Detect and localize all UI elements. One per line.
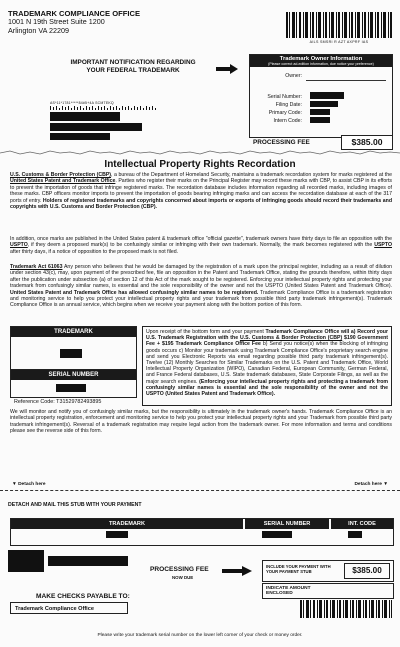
trademark-label: TRADEMARK — [11, 327, 136, 337]
trademark-act-link[interactable]: Trademark Act 61063 — [10, 264, 63, 270]
redacted-serial-number — [56, 384, 86, 392]
detach-here-left: ▼ Detach here — [12, 482, 46, 487]
primary-code-label: Primary Code: — [268, 110, 302, 116]
stub-header-serial: SERIAL NUMBER — [245, 519, 329, 529]
owner-info-box — [249, 54, 393, 138]
serial-number-header: SERIAL NUMBER — [11, 370, 136, 380]
uspto-link-2[interactable]: USPTO — [10, 242, 28, 249]
redacted-filing-date — [310, 101, 338, 107]
notification-line1: IMPORTANT NOTIFICATION REGARDING — [70, 59, 196, 66]
redacted-trademark — [60, 349, 82, 358]
processing-fee-amount: $385.00 — [341, 135, 393, 150]
barcode-top — [286, 12, 392, 38]
barcode-bottom — [300, 600, 392, 618]
redacted-address-city — [50, 133, 110, 140]
serial-number-label: Serial Number: — [267, 94, 302, 100]
address-code: AS*11*1781*****84#5+4A SCMTEKQ — [50, 101, 114, 105]
redacted-stub-serial — [262, 531, 292, 538]
payment-amount: $385.00 — [344, 563, 390, 579]
checks-payable-label: MAKE CHECKS PAYABLE TO: — [36, 593, 130, 600]
owner-info-title: Trademark Owner Information — [279, 56, 363, 62]
perforation-line — [0, 490, 400, 491]
notification-heading — [60, 59, 206, 75]
payment-instructions: INCLUDE YOUR PAYMENT WITH YOUR PAYMENT STUB — [266, 564, 331, 574]
stub-header-trademark: TRADEMARK — [11, 519, 243, 529]
paragraph-cbp: U.S. Customs & Border Protection (CBP), a bureau of the Department of Homeland Security, maintains a trademark recordation system for marks registered at the United States Patent and Trademark Office. Parties who register their marks on the Principal Register may record these marks with CBP, to assist CBP in its efforts to prevent the importation of goods that infringe registered marks. The recordation database includes information regarding all recorded marks, including images of these marks. CBP officers monitor imports to prevent the importation of goods bearing infringing marks and can access the recordation database at each of the 317 ports of entry. Holders of registered trademarks and copyrights concerned about imports or exports of infringing goods should record their trademarks and copyrights with U.S. Customs and Border Protection (CBP). — [10, 172, 392, 211]
intern-code-label: Intern Code: — [273, 118, 302, 124]
cbp-link[interactable]: U.S. Customs & Border Protection (CBP) — [10, 172, 112, 178]
redacted-address-street — [50, 123, 142, 131]
redacted-intern-code — [310, 117, 330, 123]
paragraph-opposition: In addition, once marks are published in the United States patent & trademark office "official gazette", trademark owners have thirty days to file an opposition with the USPTO, if they deem a proposed mark(s) to be confusingly similar or infringing with their own trademark. Normally, the mark becomes registered with the USPTO after thirty days, if a notice of opposition to the proposed mark is not filed. — [10, 236, 392, 255]
owner-info-subtitle: (Please correct ad-edition information, due notice your preference) — [268, 62, 374, 66]
enclosed-label-2: ENCLOSED — [266, 591, 293, 597]
service-info-box: Upon receipt of the bottom form and your payment Trademark Compliance Office will a) Record your U.S. Trademark Registration with the U.S. Customs & Border Protection (CBP) $190 Government Fee + $195 Trademark Compliance Office Fee b) Send you notice(s) when the blocking of infringing goods occurs c) Monitor your trademark using Trademark Compliance Office's proprietary search engine and send you Electronic Reports via email regarding possible third party trademark infringement(s). Twelve (12) Monthly Searches for Similar Trademarks on the U.S. Patent and Trademark Office, World Intellectual Property Organization (WIPO), Canadian Federal, European Community, German Federal, and France Federal databases, U.S. State trademark databases, State Corporate Filings, as well as the major search engines. (Enforcing your intellectual property rights and protecting a trademark from confusingly similar names is essential and the sole responsibility of the owner and not the USPTO (United States Patent and Trademark Office). — [142, 326, 392, 406]
redacted-primary-code — [310, 109, 330, 115]
processing-fee-label: PROCESSING FEE — [253, 139, 310, 146]
paragraph-monitor: We will monitor and notify you of confusingly similar marks, but the responsibility is ultimately in the trademark owner's hands. Trademark Compliance Office is an intellectual property registration, enforcement and monitoring service to help you protect your intellectual property rights and your Trademark from possible third party trademark infringement(s). Reversal of a trademark registration may require legal action from the trademark owner. For more information and terms and conditions please see the reverse side of this form. — [10, 409, 392, 435]
arrow-right-icon — [216, 64, 238, 74]
redacted-recipient-logo — [8, 550, 44, 572]
uspto-link-3[interactable]: USPTO — [374, 242, 392, 249]
stub-table — [10, 518, 394, 546]
paragraph-trademark-act: Trademark Act 61063 Any person who believes that he would be damaged by the registration of a mark upon the principal register, including as a result of dilution under section 43(c), may, upon payment of the prescribed fee, file an opposition in the Patent and Trademark Office, stating the grounds therefore, within thirty days after the publication under subsection (a) of section 12 of this Act of the mark sought to be registered. Enforcing your intellectual property rights and protecting your trademark from confusingly similar names, is essential and the sole responsibility of the owner and not the USPTO (United States Patent and Trademark Office). United States Patent and Trademark Office has allowed confusingly similar names to be registered. Trademark Compliance Office is a trademark registration and monitoring service to help you protect your intellectual property rights and your trademark from possible third party trademark infringement(s). Trademark Compliance Office is an annual service, which begins when we receive your payment along with the bottom portion of this form. — [10, 264, 393, 309]
section-title: Intellectual Property Rights Recordation — [104, 159, 296, 170]
stub-title: DETACH AND MAIL THIS STUB WITH YOUR PAYMENT — [8, 502, 142, 508]
owner-label: Owner: — [285, 73, 302, 79]
detach-here-right: Detach here ▼ — [354, 482, 388, 487]
postal-barcode — [50, 106, 158, 110]
cbp-link-2[interactable]: U.S. Customs & Border Protection (CBP) — [239, 335, 343, 342]
amount-enclosed-box[interactable] — [262, 583, 394, 599]
barcode-text: AILS SMSRI R AZT AXPRF IAS — [309, 40, 369, 44]
redacted-stub-trademark — [106, 531, 128, 538]
sender-address-line1: 1001 N 19th Street Suite 1200 — [8, 17, 105, 27]
payee-name: Trademark Compliance Office — [10, 602, 128, 614]
sender-name: TRADEMARK COMPLIANCE OFFICE — [8, 9, 141, 18]
payment-amount-box — [262, 560, 394, 582]
stub-header-int-code: INT. CODE — [331, 519, 393, 529]
reference-code: Reference Code: T31529782493895 — [14, 399, 102, 405]
stub-processing-fee-label: PROCESSING FEE — [150, 566, 209, 573]
redacted-stub-int-code — [348, 531, 362, 538]
sender-address-line2: Arlington VA 22209 — [8, 25, 70, 35]
notification-line2: YOUR FEDERAL TRADEMARK — [86, 67, 180, 74]
owner-info-header — [250, 55, 392, 67]
owner-field[interactable] — [306, 72, 386, 81]
footer-note: Please write your trademark serial number on the lower left corner of your check or money order. — [97, 633, 303, 638]
uspto-link[interactable]: United States Patent and Trademark Office — [10, 178, 116, 185]
filing-date-label: Filing Date: — [275, 102, 302, 108]
arrow-right-icon — [222, 566, 252, 576]
tear-line — [0, 150, 400, 156]
redacted-serial — [310, 92, 344, 99]
redacted-address-name — [50, 112, 120, 121]
stub-now-due: NOW DUE — [172, 575, 194, 580]
redacted-recipient-name — [48, 556, 128, 566]
enclosed-label-1: INDICATE AMOUNT — [266, 586, 311, 591]
sender-address — [8, 10, 140, 35]
